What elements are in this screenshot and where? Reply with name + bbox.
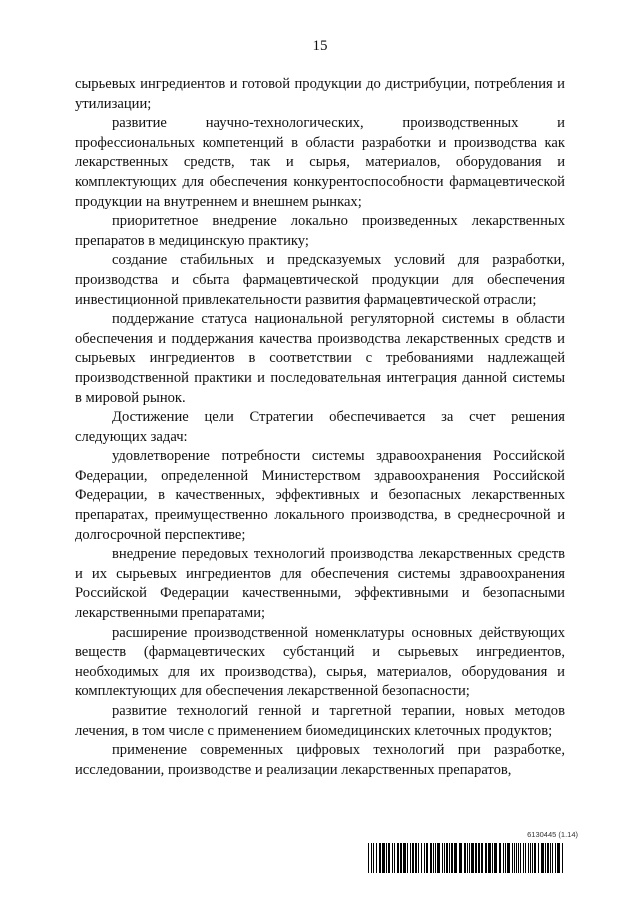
barcode-bar — [499, 843, 501, 873]
barcode-bar — [538, 843, 539, 873]
barcode-bar — [437, 843, 440, 873]
barcode-bar — [397, 843, 399, 873]
barcode-bar — [478, 843, 480, 873]
barcode-bar — [488, 843, 491, 873]
paragraph: создание стабильных и предсказуемых условий для разработки, производства и сбыта фармацевтической продукции для обеспечения инвестиционной привлекательности развития фармацевтической отрасли; — [75, 252, 565, 308]
barcode-bar — [555, 843, 556, 873]
barcode-bar — [400, 843, 402, 873]
barcode-bar — [424, 843, 425, 873]
barcode-bar — [534, 843, 536, 873]
barcode-bar — [475, 843, 477, 873]
barcode-bar — [485, 843, 487, 873]
barcode-bar — [467, 843, 468, 873]
barcode-bar — [394, 843, 395, 873]
barcode-bar — [494, 843, 497, 873]
barcode-bar — [433, 843, 434, 873]
barcode-bar — [516, 843, 517, 873]
barcode-bar — [557, 843, 560, 873]
document-body — [75, 75, 565, 780]
barcode-bar — [407, 843, 408, 873]
barcode-bar — [514, 843, 515, 873]
barcode-bar — [449, 843, 450, 873]
barcode-bar — [525, 843, 526, 873]
barcode-bar — [442, 843, 443, 873]
barcode-bar — [507, 843, 510, 873]
paragraph: поддержание статуса национальной регуляторной системы в области обеспечения и поддержания качества производства лекарственных средств и сырьевых ингредиентов в соответствии с требованиями надлежащей производственной практики и последовательная интеграция данной системы в мировой рынок. — [75, 311, 565, 406]
barcode-bar — [446, 843, 448, 873]
barcode-bar — [382, 843, 385, 873]
barcode-bar — [392, 843, 393, 873]
paragraph: Достижение цели Стратегии обеспечивается за счет решения следующих задач: — [75, 409, 565, 445]
barcode-bar — [426, 843, 428, 873]
barcode-bar — [512, 843, 513, 873]
barcode-bar — [471, 843, 474, 873]
barcode-bar — [444, 843, 445, 873]
paragraph: внедрение передовых технологий производства лекарственных средств и их сырьевых ингредиентов для обеспечения системы здравоохранения Российской Федерации качественными, эффективными и безопасными лекарственными препаратами; — [75, 546, 565, 622]
paragraph: применение современных цифровых технологий при разработке, исследовании, производстве и реализации лекарственных препаратов, — [75, 742, 565, 778]
page-number: 15 — [312, 38, 328, 54]
barcode-bar — [481, 843, 483, 873]
barcode-bar — [528, 843, 529, 873]
paragraph: удовлетворение потребности системы здравоохранения Российской Федерации, определенной Министерством здравоохранения Российской Федерации, в качественных, эффективных и безопасных лекарственных препаратах, преимущественно локального производства, в среднесрочной и долгосрочной перспективе; — [75, 448, 565, 543]
barcode-bar — [503, 843, 504, 873]
barcode-bar — [371, 843, 372, 873]
paragraph: сырьевых ингредиентов и готовой продукции до дистрибуции, потребления и утилизации; — [75, 76, 565, 112]
barcode-bar — [454, 843, 457, 873]
barcode-bar — [520, 843, 521, 873]
barcode-icon — [368, 843, 566, 873]
barcode-bar — [421, 843, 422, 873]
document-code: 6130445 (1.14) — [527, 830, 578, 839]
barcode-bar — [412, 843, 414, 873]
barcode-bar — [368, 843, 369, 873]
barcode-bar — [505, 843, 506, 873]
barcode-bar — [469, 843, 470, 873]
barcode-bar — [532, 843, 533, 873]
barcode-bar — [388, 843, 390, 873]
paragraph: развитие технологий генной и таргетной терапии, новых методов лечения, в том числе с применением биомедицинских клеточных продуктов; — [75, 703, 565, 739]
barcode-bar — [430, 843, 432, 873]
paragraph: развитие научно-технологических, производственных и профессиональных компетенций в области разработки и производства как лекарственных средств, так и сырья, материалов, оборудования и комплектующих для обеспечения конкурентоспособности фармацевтической продукции на внутреннем и внешнем рынках; — [75, 115, 565, 210]
barcode-bar — [492, 843, 493, 873]
barcode-bar — [562, 843, 563, 873]
barcode-bar — [518, 843, 519, 873]
barcode-bar — [403, 843, 406, 873]
barcode-bar — [552, 843, 553, 873]
barcode-bar — [545, 843, 546, 873]
barcode-bar — [418, 843, 419, 873]
barcode-bar — [550, 843, 551, 873]
barcode-bar — [415, 843, 417, 873]
barcode-bar — [541, 843, 544, 873]
barcode-bar — [379, 843, 381, 873]
barcode-bar — [451, 843, 453, 873]
barcode-bar — [373, 843, 374, 873]
barcode-bar — [435, 843, 436, 873]
paragraph: расширение производственной номенклатуры основных действующих веществ (фармацевтических субстанций и сырьевых ингредиентов, необходимых для их производства), сырья, материалов, оборудования и комплектующих для обеспечения лекарственной безопасности; — [75, 624, 565, 700]
barcode-bar — [459, 843, 462, 873]
barcode-bar — [530, 843, 531, 873]
barcode-bar — [386, 843, 387, 873]
barcode-bar — [523, 843, 524, 873]
barcode-bar — [547, 843, 549, 873]
barcode-bar — [464, 843, 466, 873]
barcode-bar — [376, 843, 377, 873]
paragraph: приоритетное внедрение локально произведенных лекарственных препаратов в медицинскую практику; — [75, 213, 565, 249]
barcode-bar — [410, 843, 411, 873]
